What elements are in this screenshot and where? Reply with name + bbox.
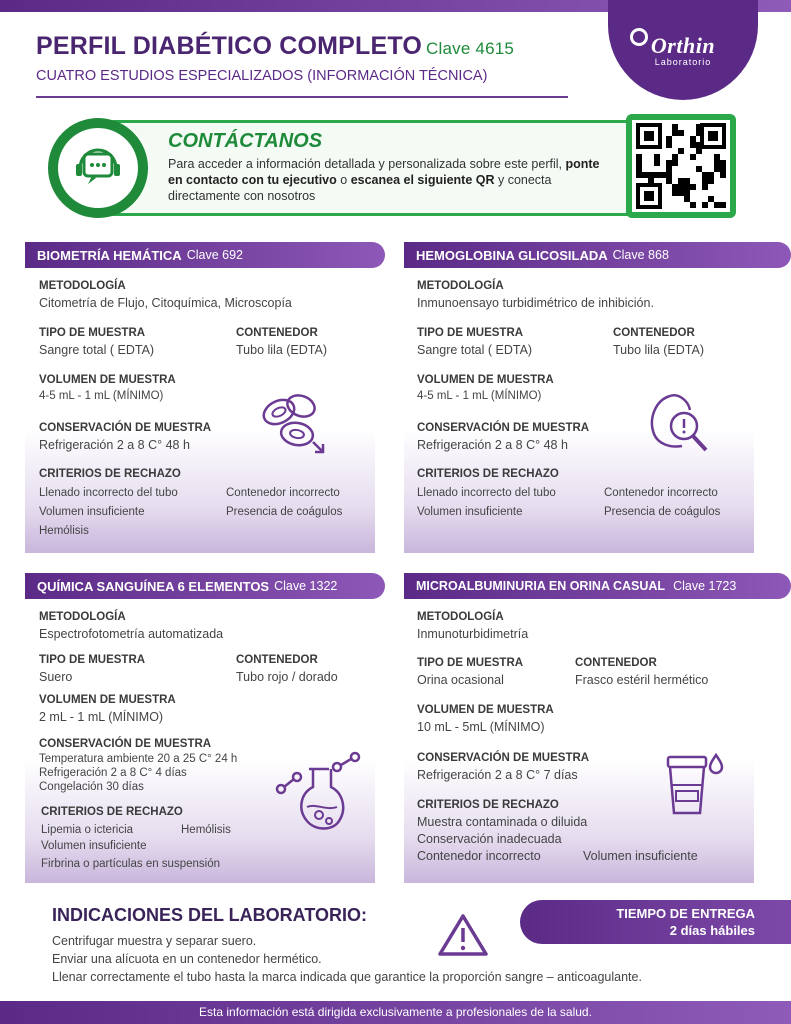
criterio-item: Llenado incorrecto del tubo	[417, 487, 556, 499]
red-blood-cells-icon	[257, 390, 331, 454]
criterio-item: Hemólisis	[39, 525, 89, 537]
indicacion-line: Enviar una alícuota en un contenedor hermético.	[52, 952, 322, 966]
qr-module	[672, 184, 678, 190]
panel-header: MICROALBUMINURIA EN ORINA CASUAL Clave 1723	[404, 573, 791, 599]
qr-module	[702, 184, 708, 190]
criterio-item: Muestra contaminada o diluida	[417, 815, 588, 829]
qr-module	[654, 154, 660, 160]
label-contenedor: CONTENEDOR	[236, 654, 318, 666]
label-conservacion: CONSERVACIÓN DE MUESTRA	[39, 422, 212, 434]
qr-module	[648, 178, 654, 184]
qr-module	[684, 184, 690, 190]
title-text: PERFIL DIABÉTICO COMPLETO	[36, 32, 423, 60]
page-subtitle: CUATRO ESTUDIOS ESPECIALIZADOS (INFORMACIÓN TÉCNICA)	[36, 68, 488, 84]
criterio-item: Presencia de coágulos	[604, 506, 721, 518]
indicacion-line: Centrifugar muestra y separar suero.	[52, 934, 257, 948]
criterio-item: Hemólisis	[181, 824, 231, 836]
panel-hemoglobina	[404, 242, 754, 553]
label-conservacion: CONSERVACIÓN DE MUESTRA	[417, 752, 590, 764]
value-tipo-muestra: Sangre total ( EDTA)	[39, 343, 155, 357]
logo-flower-icon	[630, 28, 648, 46]
qr-module	[636, 160, 642, 166]
value-volumen: 2 mL - 1 mL (MÍNIMO)	[39, 710, 164, 724]
criterio-item: Contenedor incorrecto	[226, 487, 340, 499]
value-conservacion: Refrigeración 2 a 8 C° 48 h	[39, 438, 190, 452]
qr-module	[672, 154, 678, 160]
criterio-item: Volumen insuficiente	[41, 840, 147, 852]
qr-module	[690, 136, 696, 142]
label-tipo-muestra: TIPO DE MUESTRA	[39, 327, 146, 339]
qr-module	[666, 172, 672, 178]
value-conservacion: Refrigeración 2 a 8 C° 48 h	[417, 438, 568, 452]
qr-module	[702, 178, 708, 184]
qr-module	[696, 124, 702, 130]
label-conservacion: CONSERVACIÓN DE MUESTRA	[39, 738, 212, 750]
value-volumen: 4-5 mL - 1 mL (MÍNIMO)	[417, 390, 542, 402]
value-tipo-muestra: Sangre total ( EDTA)	[417, 343, 533, 357]
value-contenedor: Tubo lila (EDTA)	[613, 343, 704, 357]
label-criterios: CRITERIOS DE RECHAZO	[417, 468, 559, 480]
value-metodologia: Inmunoensayo turbidimétrico de inhibición.	[417, 296, 654, 310]
qr-module	[690, 184, 696, 190]
qr-module	[696, 148, 702, 154]
value-tipo-muestra: Orina ocasional	[417, 673, 504, 687]
indicaciones-title: INDICACIONES DEL LABORATORIO:	[52, 905, 368, 925]
label-contenedor: CONTENEDOR	[236, 327, 318, 339]
value-conservacion: Congelación 30 días	[39, 781, 144, 793]
contact-banner	[48, 118, 738, 218]
panel-header: BIOMETRÍA HEMÁTICA Clave 692	[25, 242, 385, 268]
criterio-item: Llenado incorrecto del tubo	[39, 487, 178, 499]
label-criterios: CRITERIOS DE RECHAZO	[39, 468, 181, 480]
page-title	[36, 32, 514, 61]
qr-module	[666, 136, 672, 142]
qr-module	[666, 142, 672, 148]
qr-module	[666, 178, 672, 184]
qr-module	[714, 166, 720, 172]
qr-module	[720, 202, 726, 208]
value-conservacion: Refrigeración 2 a 8 C° 4 días	[39, 767, 187, 779]
label-metodologia: METODOLOGÍA	[417, 280, 504, 292]
qr-module	[690, 202, 696, 208]
value-contenedor: Tubo lila (EDTA)	[236, 343, 327, 357]
qr-module	[714, 160, 720, 166]
logo-subtext: Laboratorio	[654, 57, 712, 67]
qr-module	[666, 160, 672, 166]
qr-module	[672, 124, 678, 130]
label-metodologia: METODOLOGÍA	[39, 280, 126, 292]
criterio-item: Contenedor incorrecto	[417, 849, 541, 863]
qr-module	[648, 172, 654, 178]
contact-text: Para acceder a información detallada y personalizada sobre este perfil, ponte en contacto con tu ejecutivo o escanea el siguiente QR y conecta directamente con nosotros	[168, 157, 600, 203]
panel-header: QUÍMICA SANGUÍNEA 6 ELEMENTOS Clave 1322	[25, 573, 385, 599]
qr-module	[678, 130, 684, 136]
qr-module	[696, 142, 702, 148]
criterio-item: Presencia de coágulos	[226, 506, 343, 518]
label-contenedor: CONTENEDOR	[613, 327, 695, 339]
criterio-item: Contenedor incorrecto	[604, 487, 718, 499]
qr-module	[666, 166, 672, 172]
label-criterios: CRITERIOS DE RECHAZO	[417, 799, 559, 811]
panel-microalbuminuria	[404, 573, 754, 883]
qr-module	[690, 154, 696, 160]
label-contenedor: CONTENEDOR	[575, 657, 657, 669]
qr-module	[636, 154, 642, 160]
value-conservacion: Refrigeración 2 a 8 C° 7 días	[417, 768, 578, 782]
value-contenedor: Tubo rojo / dorado	[236, 670, 338, 684]
label-tipo-muestra: TIPO DE MUESTRA	[417, 657, 524, 669]
value-conservacion: Temperatura ambiente 20 a 25 C° 24 h	[39, 753, 238, 765]
qr-module	[702, 172, 708, 178]
qr-module	[696, 130, 702, 136]
qr-module	[714, 202, 720, 208]
qr-module	[720, 166, 726, 172]
qr-module	[714, 154, 720, 160]
footer-disclaimer: Esta información está dirigida exclusivamente a profesionales de la salud.	[0, 1001, 791, 1024]
contact-icon-circle	[48, 118, 148, 218]
headset-icon	[72, 142, 124, 194]
panel-biometria	[25, 242, 375, 553]
criterio-item: Volumen insuficiente	[583, 849, 698, 863]
label-conservacion: CONSERVACIÓN DE MUESTRA	[417, 422, 590, 434]
qr-module	[654, 172, 660, 178]
logo	[608, 0, 758, 100]
qr-module	[720, 172, 726, 178]
label-volumen: VOLUMEN DE MUESTRA	[39, 694, 176, 706]
qr-module	[654, 160, 660, 166]
warning-icon	[436, 912, 490, 958]
qr-module	[708, 196, 714, 202]
qr-code-icon	[632, 120, 730, 212]
divider	[36, 96, 568, 98]
label-volumen: VOLUMEN DE MUESTRA	[39, 374, 176, 386]
qr-module	[678, 184, 684, 190]
tiempo-entrega-badge	[520, 900, 791, 944]
qr-module	[690, 142, 696, 148]
criterio-item: Conservación inadecuada	[417, 832, 562, 846]
qr-module	[672, 160, 678, 166]
qr-module	[672, 190, 678, 196]
label-tipo-muestra: TIPO DE MUESTRA	[39, 654, 146, 666]
label-criterios: CRITERIOS DE RECHAZO	[41, 806, 183, 818]
value-metodologia: Inmunoturbidimetría	[417, 627, 529, 641]
criterio-item: Firbrina o partículas en suspensión	[41, 858, 220, 870]
label-tipo-muestra: TIPO DE MUESTRA	[417, 327, 524, 339]
value-metodologia: Espectrofotometría automatizada	[39, 627, 224, 641]
contact-title: CONTÁCTANOS	[168, 130, 323, 152]
panel-quimica	[25, 573, 375, 883]
qr-module	[708, 178, 714, 184]
value-volumen: 4-5 mL - 1 mL (MÍNIMO)	[39, 390, 164, 402]
qr-module	[678, 178, 684, 184]
qr-module	[660, 172, 666, 178]
criterio-item: Lipemia o ictericia	[41, 824, 134, 836]
value-metodologia: Citometría de Flujo, Citoquímica, Microscopía	[39, 296, 292, 310]
urine-container-icon	[662, 751, 724, 821]
qr-module	[684, 178, 690, 184]
label-volumen: VOLUMEN DE MUESTRA	[417, 704, 554, 716]
panel-header: HEMOGLOBINA GLICOSILADA Clave 868	[404, 242, 791, 268]
tiempo-label: TIEMPO DE ENTREGA	[616, 906, 755, 921]
qr-module	[642, 172, 648, 178]
indicacion-line: Llenar correctamente el tubo hasta la marca indicada que garantice la proporción sangre – anticoagulante.	[52, 970, 642, 984]
qr-module	[702, 202, 708, 208]
qr-module	[684, 190, 690, 196]
label-metodologia: METODOLOGÍA	[417, 611, 504, 623]
logo-text: Orthin	[650, 33, 716, 58]
pancreas-magnifier-icon	[646, 390, 716, 458]
criterio-item: Volumen insuficiente	[417, 506, 523, 518]
tiempo-value: 2 días hábiles	[669, 923, 755, 938]
value-contenedor: Frasco estéril hermético	[575, 673, 709, 687]
qr-code[interactable]	[626, 114, 736, 218]
qr-module	[636, 172, 642, 178]
qr-module	[708, 172, 714, 178]
qr-module	[672, 130, 678, 136]
qr-module	[720, 160, 726, 166]
value-tipo-muestra: Suero	[39, 670, 73, 684]
qr-module	[696, 166, 702, 172]
value-volumen: 10 mL - 5mL (MÍNIMO)	[417, 720, 545, 734]
title-clave: Clave 4615	[426, 39, 515, 58]
qr-module	[636, 166, 642, 172]
qr-module	[678, 190, 684, 196]
flask-molecule-icon	[275, 749, 365, 841]
qr-module	[678, 148, 684, 154]
criterio-item: Volumen insuficiente	[39, 506, 145, 518]
label-metodologia: METODOLOGÍA	[39, 611, 126, 623]
label-volumen: VOLUMEN DE MUESTRA	[417, 374, 554, 386]
qr-module	[684, 196, 690, 202]
